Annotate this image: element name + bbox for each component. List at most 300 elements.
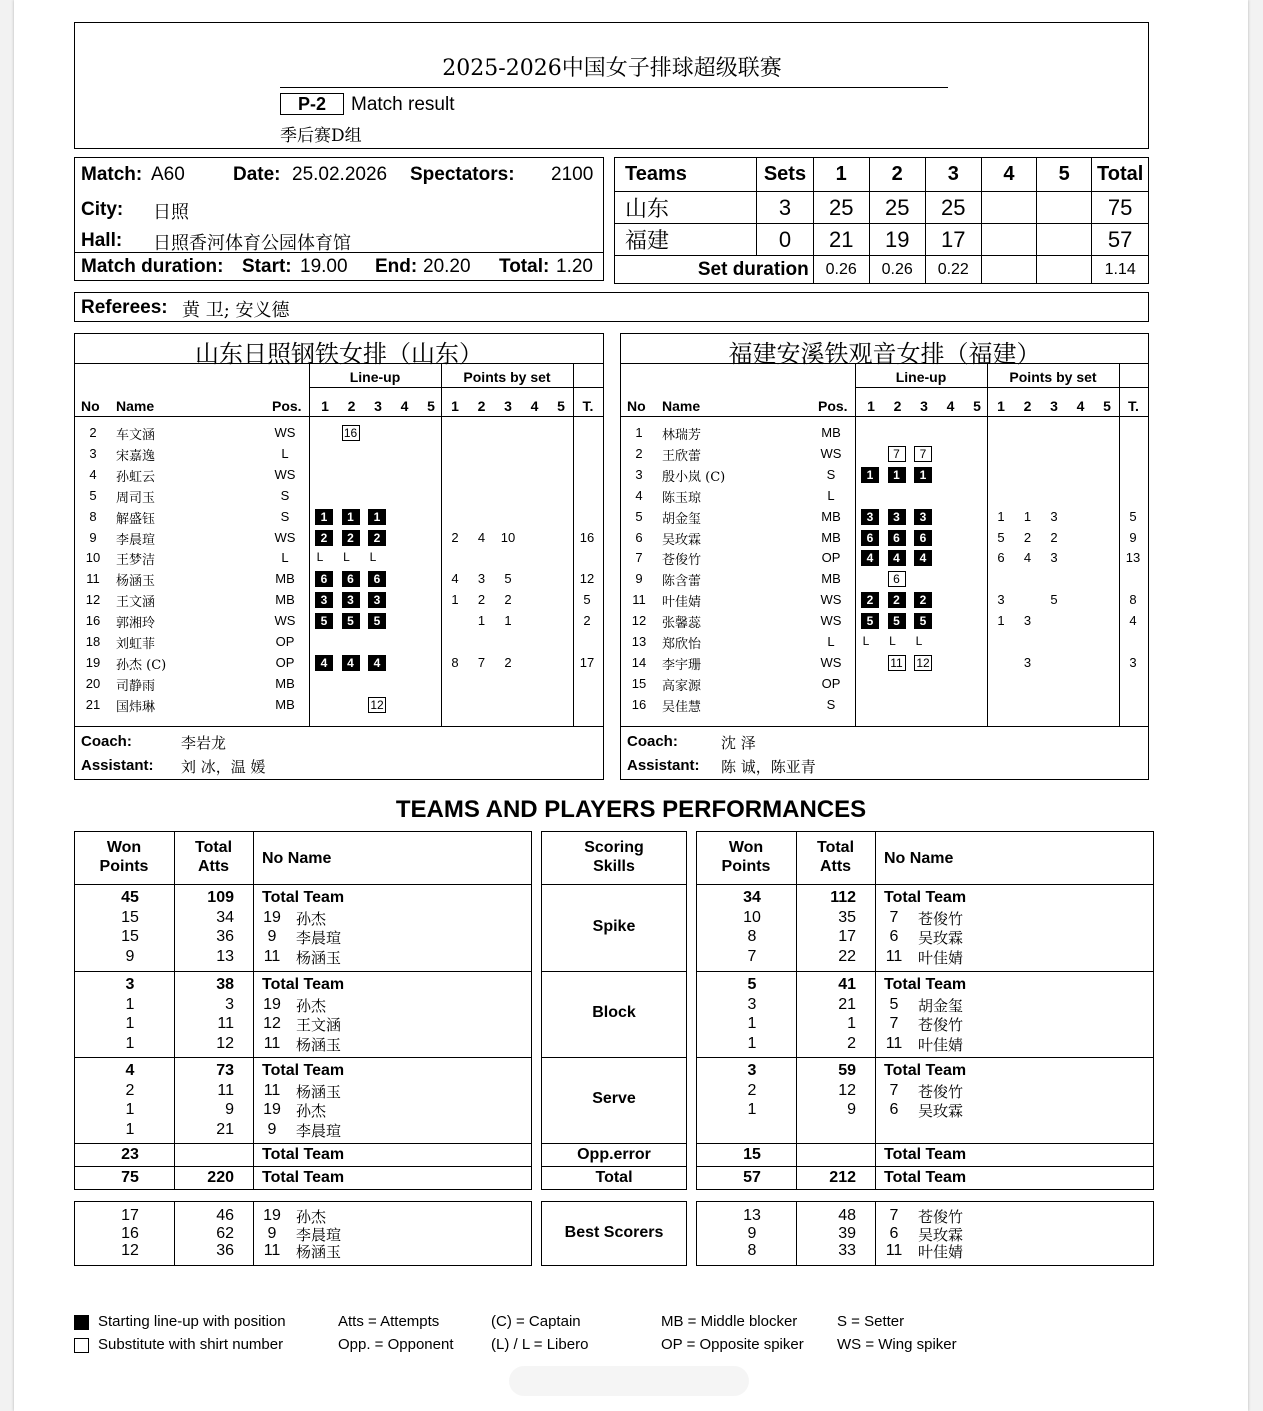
player-row [75,570,603,590]
substitute-box: 6 [888,571,906,587]
row-divider [74,1057,532,1058]
total-team-label: Total Team [262,889,345,906]
starting-position-box: 1 [914,467,932,483]
skill-label: Total [595,1169,633,1186]
won-points: 12 [121,1242,139,1259]
won-points: 1 [125,1101,135,1118]
legend-item: Atts = Attempts [338,1313,440,1330]
row-divider [541,1057,687,1058]
player-name: 李宇珊 [662,657,702,673]
won-points: 45 [121,889,139,906]
sets-won: 0 [757,224,813,256]
total-attempts: 33 [838,1242,856,1259]
player-name: 杨涵玉 [296,948,342,967]
starting-position-box: 1 [342,509,360,525]
starting-position-box: 4 [914,550,932,566]
player-position: S [826,696,836,712]
set-score: 25 [869,192,925,224]
set-duration: 0.26 [869,256,925,284]
libero-mark: L [343,550,350,565]
starting-position-box: 3 [315,592,333,608]
coach-divider [75,726,603,727]
date-label: Date: [233,164,281,185]
won-points: 1 [747,1101,757,1118]
points-set-header: 5 [1103,398,1111,414]
set-points: 1 [451,592,459,608]
row-divider [541,1166,687,1167]
libero-mark: L [889,634,896,648]
starting-position-box: 6 [861,530,879,546]
player-name: 吴玫霖 [918,1225,964,1244]
total-attempts: 9 [225,1101,234,1118]
player-name: 林瑞芳 [662,428,702,443]
player-number: 20 [85,675,101,691]
total-points: 2 [583,613,591,629]
starting-position-box: 5 [914,613,932,629]
total-attempts: 35 [838,908,856,926]
total-attempts: 109 [207,889,234,906]
duration-label: Match duration: [81,256,224,277]
match-label: Match: [81,164,143,185]
total-team-label: Total Team [884,1169,967,1186]
set-points: 1 [1023,508,1032,524]
row-divider [74,884,532,885]
player-row [621,654,1148,674]
player-number: 7 [889,908,899,926]
col-divider [253,831,254,1189]
player-name: 孙虹云 [116,469,156,485]
starting-position-box: 3 [368,592,386,608]
player-name: 吴佳慧 [662,699,702,715]
col-set-2: 2 [869,158,925,192]
set-points: 4 [477,529,486,545]
player-name: 吴玫霖 [918,1102,964,1120]
total-atts-header: Atts [197,858,230,875]
starting-position-box: 6 [888,530,906,546]
won-points: 1 [125,1015,135,1032]
player-name: 李晨瑄 [116,532,156,548]
libero-mark: L [316,550,324,565]
total-points: 16 [579,529,595,545]
total-attempts: 36 [216,1242,234,1259]
competition-title: 2025-2026中国女子排球超级联赛 [442,56,782,81]
player-number: 19 [263,995,281,1013]
player-position: MB [275,571,295,587]
set-points: 1 [997,508,1005,524]
points-set-header: 3 [504,398,512,414]
player-number: 13 [631,634,647,649]
col-teams: Teams [615,158,757,192]
row-divider [696,971,1154,972]
won-points: 15 [121,908,139,926]
player-row [621,529,1148,549]
coach-label: Coach: [627,733,678,750]
total-attempts: 11 [217,1081,234,1099]
col-no-header: No [81,398,100,414]
col-divider [253,1201,254,1265]
set-points: 2 [1050,529,1058,545]
total-attempts: 38 [216,976,234,993]
lineup-set-header: 2 [347,398,356,414]
player-number: 11 [885,1034,903,1052]
total-attempts: 2 [847,1034,856,1052]
points-set-header: 1 [997,398,1005,414]
sets-won: 3 [757,192,813,224]
player-number: 18 [85,634,101,649]
skill-label: Opp.error [577,1146,651,1163]
player-number: 15 [631,675,647,691]
points-set-header: 2 [477,398,486,414]
substitute-box: 7 [914,446,932,462]
points-set-header: 2 [1023,398,1032,414]
player-row [621,612,1148,632]
player-number: 9 [267,1224,277,1242]
set-duration-total: 1.14 [1092,256,1149,284]
total-attempts: 34 [216,908,234,926]
player-number: 4 [635,487,643,503]
left-performance-table [74,831,532,1190]
legend-item: S = Setter [837,1313,905,1330]
row-divider [541,1143,687,1144]
player-name: 宋嘉逸 [116,448,156,464]
player-number: 11 [263,1081,281,1099]
subheader-divider [855,387,1148,388]
points-set-header: 4 [530,398,539,414]
assistant-label: Assistant: [81,757,154,774]
points-set-header: 4 [1076,398,1085,414]
end-value: 20.20 [423,256,471,277]
set-points: 3 [1050,508,1058,524]
libero-mark: L [915,634,923,648]
team-title: 山东日照钢铁女排（山东） [195,340,483,368]
set-points: 2 [477,592,486,608]
right-performance-table [696,831,1154,1190]
player-name: 司静雨 [116,678,156,694]
player-name: 张馨蕊 [662,616,702,632]
team-name: 山东 [615,192,757,224]
row-divider [696,884,1154,885]
won-points: 1 [125,1034,135,1052]
set-duration [1037,256,1092,284]
row-divider [696,1057,1154,1058]
player-position: WS [274,613,296,629]
set-points: 8 [451,654,459,670]
header-box [74,22,1149,149]
col-set-3: 3 [925,158,981,192]
team-title: 福建安溪铁观音女排（福建） [728,340,1041,368]
col-total-header: T. [1128,398,1139,414]
legend-item: MB = Middle blocker [661,1313,798,1330]
phase-label: 季后赛D组 [280,126,362,146]
player-number: 5 [889,995,899,1013]
player-number: 7 [635,550,643,566]
player-position: OP [275,654,295,670]
row-divider [74,1143,532,1144]
report-subtitle: Match result [351,94,455,115]
player-number: 7 [889,1081,899,1099]
col-divider [875,831,876,1189]
player-number: 9 [267,928,277,945]
score-row-team-1 [615,192,1149,224]
won-points: 5 [747,976,757,993]
set-points: 2 [504,654,512,670]
total-points: 8 [1129,592,1137,608]
col-set-4: 4 [981,158,1036,192]
lineup-set-header: 4 [400,398,409,414]
starting-position-box: 6 [914,530,932,546]
player-name: 杨涵玉 [296,1035,342,1054]
player-row [75,654,603,674]
coach-name: 沈 泽 [721,734,756,752]
starting-position-box: 2 [342,530,360,546]
total-value: 1.20 [556,256,593,277]
col-name-header: Name [116,398,155,414]
player-position: S [826,466,836,482]
player-position: MB [821,425,841,440]
col-no-header: No [627,398,646,414]
points-by-set-header: Points by set [463,369,551,385]
won-points: 3 [125,976,135,993]
player-name: 孙杰 (C) [116,657,167,673]
player-name: 吴玫霖 [662,532,702,548]
total-points: 12 [579,571,595,587]
player-number: 16 [631,696,647,712]
lineup-set-header: 5 [427,398,435,414]
player-row [621,487,1148,507]
total-team-label: Total Team [884,1062,967,1079]
lineup-set-header: 1 [321,398,329,414]
set-score: 17 [925,224,981,256]
starting-position-box: 4 [315,655,333,671]
total-attempts: 39 [838,1224,856,1242]
player-row [621,466,1148,486]
starting-position-box: 2 [315,530,333,546]
libero-mark: L [862,634,870,648]
coach-label: Coach: [81,733,132,750]
player-number: 12 [263,1015,281,1032]
opp-error-points: 15 [743,1146,761,1163]
set-points: 3 [1023,654,1032,670]
total-attempts: 12 [216,1034,234,1052]
set-duration: 0.26 [813,256,869,284]
score-table [614,157,1149,284]
total-atts-header: Atts [819,858,852,875]
total-attempts: 41 [838,976,856,993]
player-number: 19 [263,1101,281,1118]
player-name: 刘虹菲 [116,637,156,652]
player-position: MB [821,529,841,545]
total-attempts: 9 [847,1101,856,1118]
player-position: OP [821,675,841,691]
col-pos-header: Pos. [272,398,302,414]
player-number: 5 [89,487,97,503]
won-points: 1 [125,1120,135,1138]
player-name: 国炜琳 [116,699,156,715]
won-points: 1 [747,1034,757,1052]
player-number: 12 [85,592,101,608]
player-name: 叶佳婧 [918,1035,964,1054]
player-name: 孙杰 [296,909,327,928]
total-team-label: Total Team [262,1062,345,1079]
performance-title: TEAMS AND PLAYERS PERFORMANCES [395,796,867,823]
total-attempts: 11 [217,1015,234,1032]
substitute-box: 16 [342,425,360,441]
player-position: OP [275,634,295,649]
player-number: 6 [635,529,643,545]
set-score: 25 [813,192,869,224]
no-name-header: No Name [262,850,332,867]
total-team-label: Total Team [262,1169,345,1186]
won-points: 16 [121,1224,139,1242]
set-points: 3 [477,571,486,587]
total-attempts: 21 [838,995,856,1013]
no-name-header: No Name [884,850,954,867]
player-number: 9 [635,571,643,587]
player-name: 苍俊竹 [918,1016,964,1034]
roster-team-2 [620,333,1149,780]
player-number: 11 [885,947,903,965]
total-atts-header: Total [816,839,855,856]
spectators-label: Spectators: [410,164,515,185]
player-name: 殷小岚 (C) [662,469,726,485]
player-number: 9 [89,529,97,545]
total-attempts: 48 [838,1207,856,1224]
player-name: 叶佳婧 [662,595,702,611]
player-row [621,424,1148,444]
player-name: 郭湘玲 [116,616,156,632]
set-points: 1 [504,613,512,629]
won-points-header: Won [728,839,764,856]
total-score: 75 [1092,192,1149,224]
points-by-set-header: Points by set [1009,369,1097,385]
player-position: S [280,508,290,524]
total-team-label: Total Team [262,1146,345,1163]
roster-team-1 [74,333,604,780]
won-points: 13 [743,1207,761,1224]
set-score [1037,192,1092,224]
set-duration [981,256,1036,284]
set-points: 5 [1050,592,1058,608]
player-name: 吴玫霖 [918,929,964,947]
hall-label: Hall: [81,230,123,251]
player-name: 胡金玺 [662,511,702,527]
player-name: 孙杰 [296,996,327,1015]
player-position: OP [821,550,841,566]
player-row [75,591,603,611]
set-points: 10 [500,529,516,545]
lineup-header: Line-up [895,369,947,385]
player-position: WS [820,592,842,608]
player-position: MB [275,675,295,691]
starting-position-box: 4 [342,655,360,671]
player-row [75,612,603,632]
legend-item: OP = Opposite spiker [661,1336,804,1353]
points-set-header: 1 [451,398,459,414]
set-duration-label: Set duration [615,256,814,284]
col-set-5: 5 [1037,158,1092,192]
total-points: 17 [579,654,595,670]
total-points: 5 [583,592,591,608]
subheader-divider [309,387,603,388]
set-points: 2 [1023,529,1032,545]
player-name: 车文涵 [116,428,156,443]
col-divider [174,831,175,1189]
date-value: 25.02.2026 [292,164,388,185]
total-attempts: 1 [847,1015,856,1032]
player-row [75,466,603,486]
opp-error-points: 23 [121,1146,139,1163]
player-name: 李晨瑄 [296,1121,342,1140]
spectators-value: 2100 [551,164,594,185]
set-score: 19 [869,224,925,256]
legend-item: (C) = Captain [491,1313,581,1330]
total-label: Total: [499,256,550,277]
player-number: 6 [889,1224,899,1242]
player-row [75,696,603,716]
duration-divider [75,252,603,253]
lineup-set-header: 4 [946,398,955,414]
player-number: 16 [85,613,101,629]
player-name: 叶佳婧 [918,1243,964,1261]
lineup-set-header: 1 [867,398,875,414]
won-points: 17 [121,1207,139,1224]
player-position: MB [821,508,841,524]
col-divider [796,831,797,1189]
won-points: 9 [747,1224,757,1242]
set-score [981,192,1036,224]
starting-position-box: 4 [888,550,906,566]
header-bottom-divider [75,416,603,417]
set-duration-row [615,256,1149,284]
player-row [75,675,603,695]
player-name: 王梦洁 [116,553,156,569]
referees-label: Referees: [81,297,168,318]
skill-label: Block [592,1004,636,1021]
total-attempts: 112 [830,889,856,906]
title-underline [280,87,948,88]
player-number: 2 [635,445,643,461]
lineup-set-header: 5 [973,398,981,414]
total-attempts: 13 [216,947,234,965]
player-number: 6 [889,928,899,945]
player-name: 解盛钰 [116,511,156,527]
player-number: 7 [889,1015,899,1032]
total-points: 3 [1129,654,1137,670]
col-total: Total [1092,158,1149,192]
player-name: 叶佳婧 [918,948,964,967]
player-number: 11 [885,1242,903,1259]
lineup-set-header: 2 [893,398,902,414]
lineup-set-header: 3 [920,398,928,414]
starting-position-box: 6 [368,571,386,587]
won-points: 10 [743,908,761,926]
won-points: 8 [747,1242,757,1259]
total-team-label: Total Team [262,976,345,993]
player-number: 11 [263,1034,281,1052]
starting-position-box: 6 [342,571,360,587]
player-number: 2 [89,425,97,440]
starting-position-box: 5 [888,613,906,629]
coach-divider [621,726,1148,727]
starting-position-box: 1 [888,467,906,483]
substitute-box: 11 [888,655,906,671]
player-name: 苍俊竹 [918,1208,964,1226]
watermark-bar [509,1366,749,1396]
player-name: 郑欣怡 [662,637,702,652]
legend-item: (L) / L = Libero [491,1336,589,1353]
player-position: L [281,445,289,461]
legend-item: WS = Wing spiker [837,1336,957,1353]
